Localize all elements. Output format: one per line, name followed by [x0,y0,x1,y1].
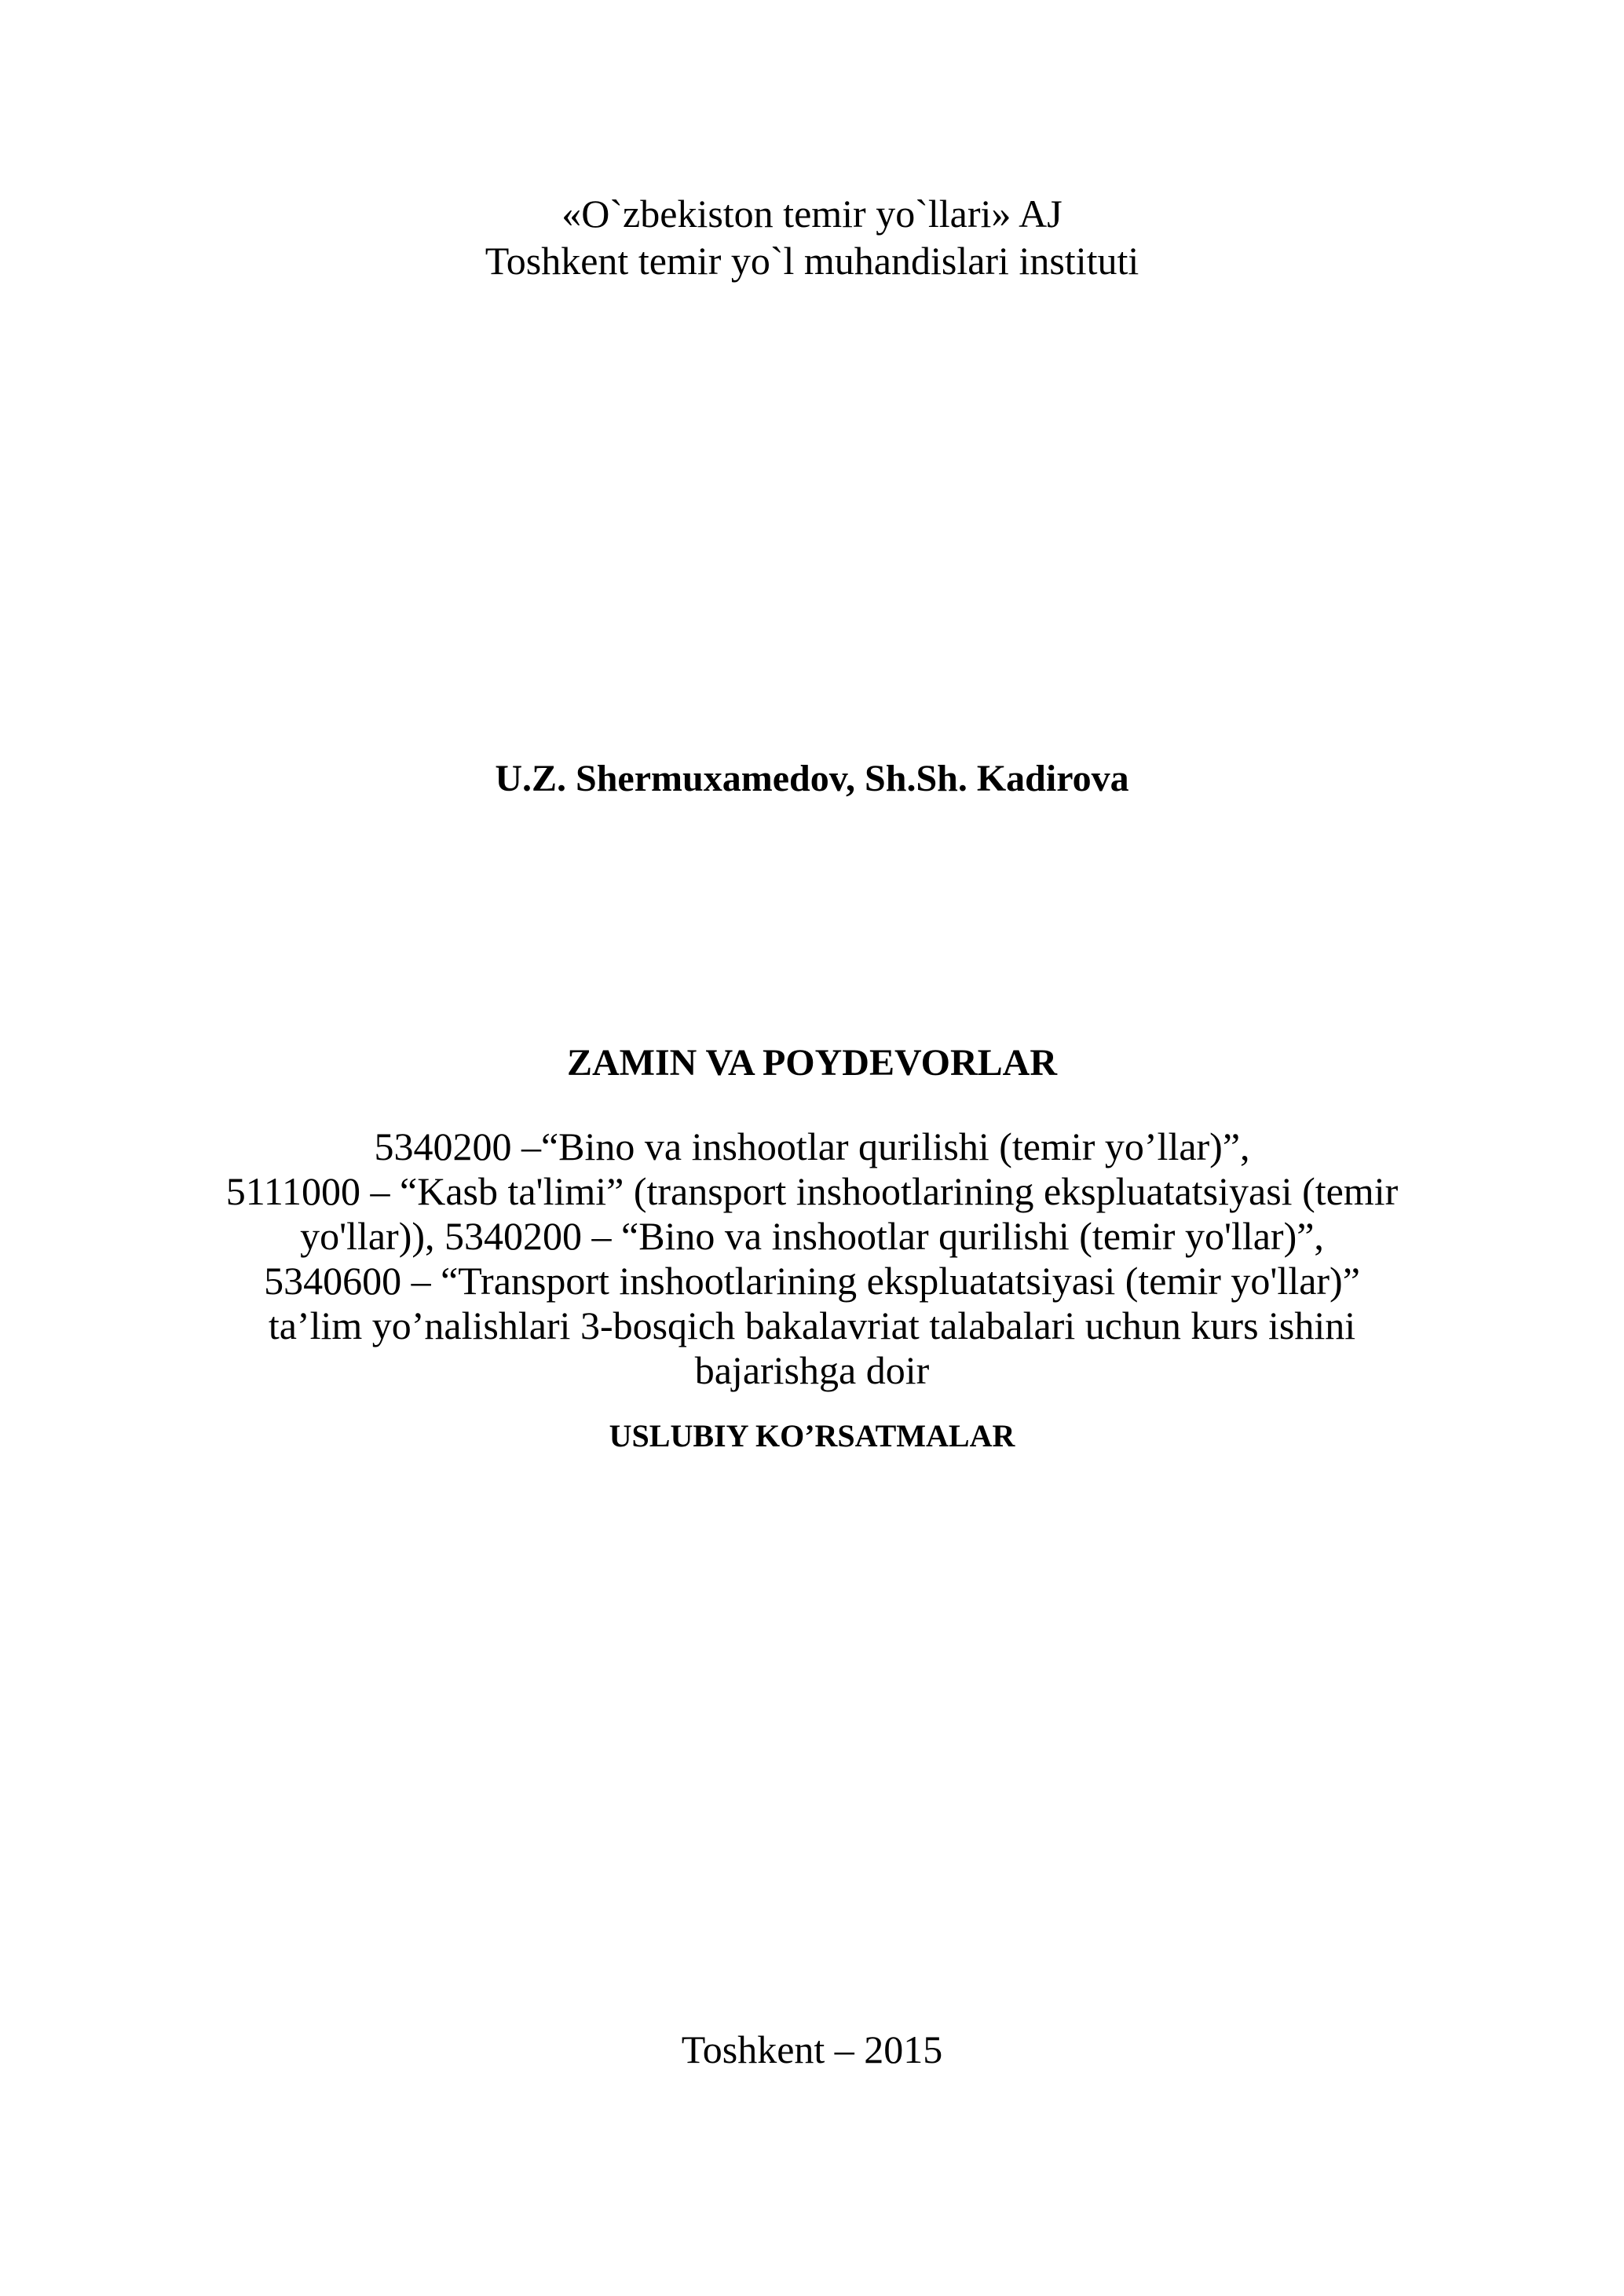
institute-name: Toshkent temir yo`l muhandislari instituti [485,239,1139,283]
document-subtitle: USLUBIY KO’RSATMALAR [609,1418,1015,1453]
description-line: 5111000 – “Kasb ta'limi” (transport inshootlarining ekspluatatsiyasi (temir [225,1169,1399,1213]
description-line: ta’lim yo’nalishlari 3-bosqich bakalavriat talabalari uchun kurs ishini [268,1303,1356,1347]
description-line: bajarishga doir [694,1348,930,1392]
authors: U.Z. Shermuxamedov, Sh.Sh. Kadirova [495,758,1129,799]
organization-name: «O`zbekiston temir yo`llari» AJ [561,192,1063,236]
document-title: ZAMIN VA POYDEVORLAR [567,1042,1057,1084]
place-and-year: Toshkent – 2015 [681,2027,943,2071]
description-line: 5340200 –“Bino va inshootlar qurilishi (temir yo’llar)”, [374,1124,1250,1168]
description-line: yo'llar)), 5340200 – “Bino va inshootlar qurilishi (temir yo'llar)”, [300,1214,1324,1258]
description [0,1124,1624,1393]
description-line: 5340600 – “Transport inshootlarining ekspluatatsiyasi (temir yo'llar)” [264,1259,1360,1303]
organization-header [0,190,1624,284]
